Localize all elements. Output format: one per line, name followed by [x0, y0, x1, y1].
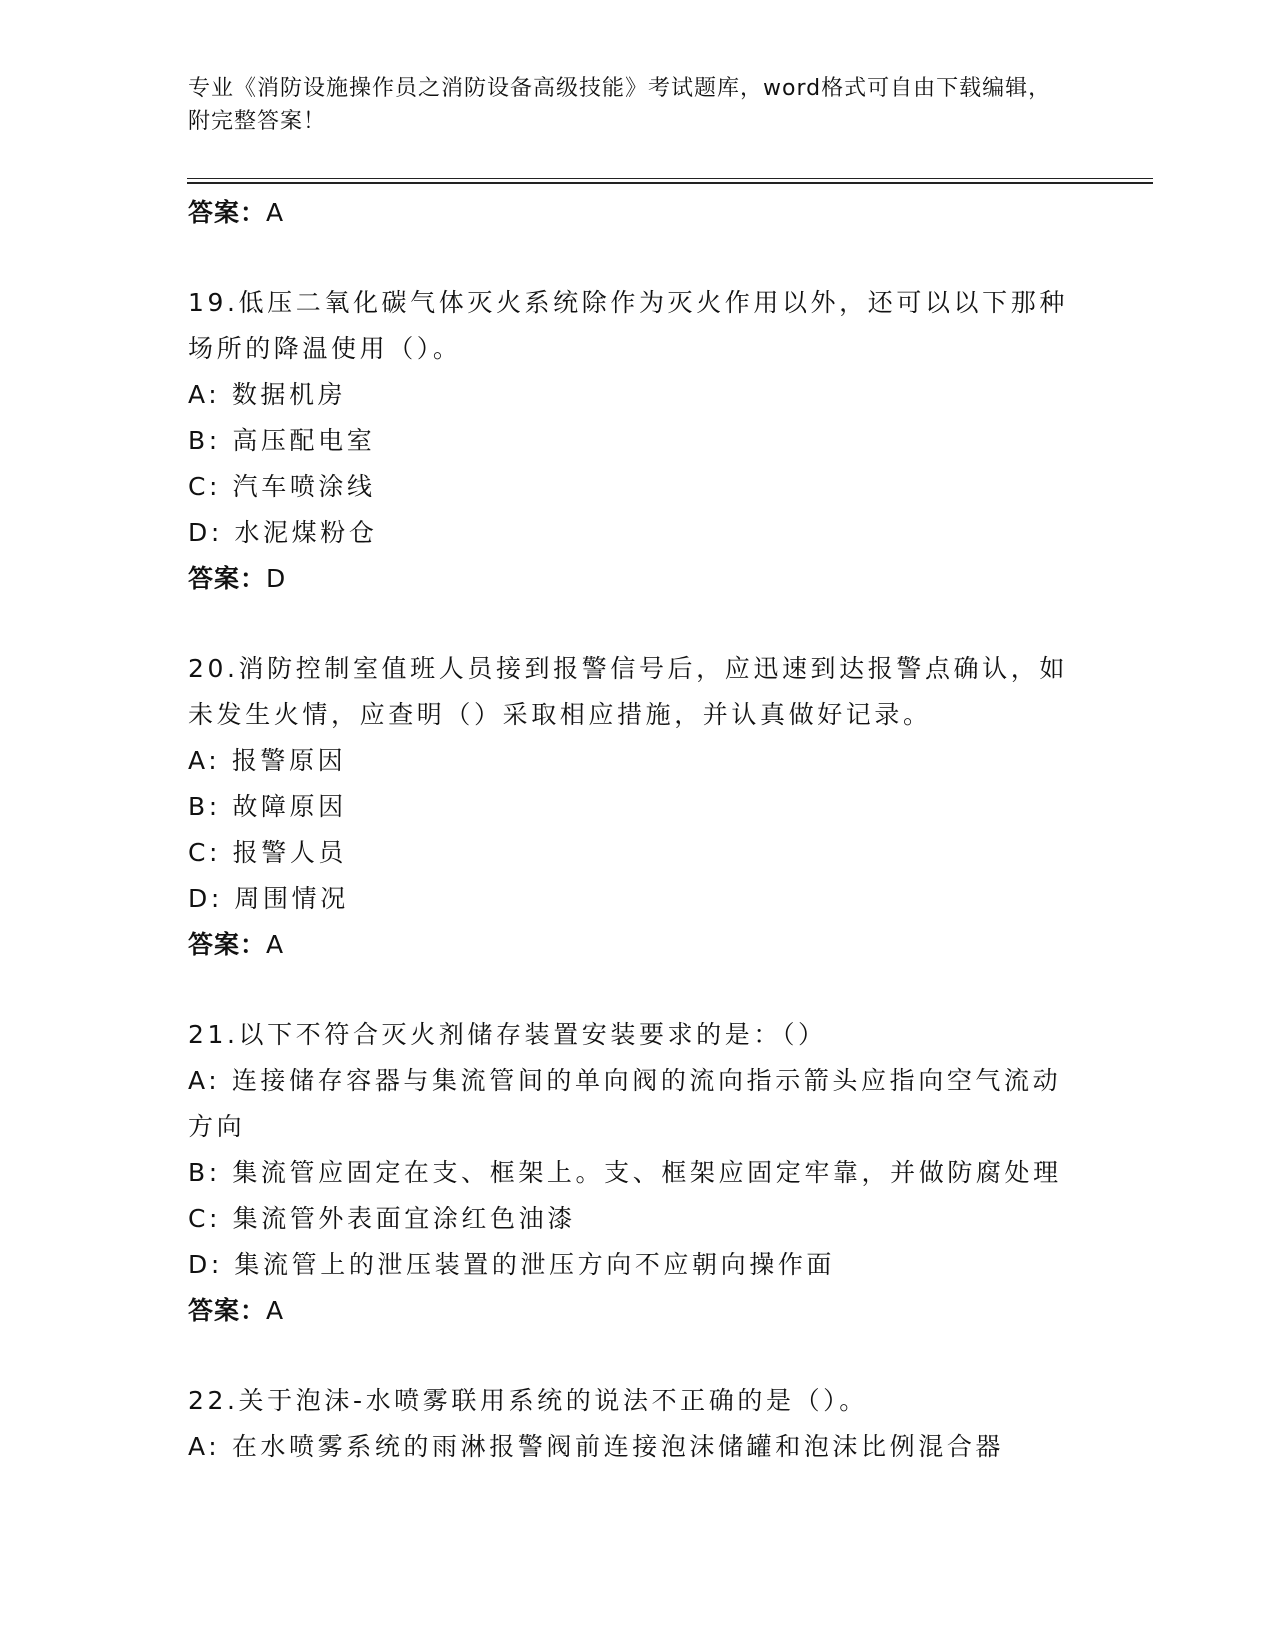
answer-value: D — [266, 564, 287, 593]
answer-label: 答案： — [188, 1296, 267, 1325]
question-stem: 22.关于泡沫-水喷雾联用系统的说法不正确的是（）。 — [188, 1386, 868, 1415]
question-stem: 21.以下不符合灭火剂储存装置安装要求的是：（） — [188, 1020, 827, 1049]
option-d: D: 周围情况 — [188, 884, 349, 913]
question-22 — [188, 1378, 1088, 1470]
question-20 — [188, 646, 1088, 968]
answer-label: 答案： — [188, 564, 267, 593]
option-c: C: 报警人员 — [188, 838, 348, 867]
question-content — [188, 190, 1088, 1470]
option-a: A: 连接储存容器与集流管间的单向阀的流向指示箭头应指向空气流动方向 — [188, 1066, 1062, 1141]
option-b: B: 集流管应固定在支、框架上。支、框架应固定牢靠，并做防腐处理 — [188, 1158, 1062, 1187]
document-header: 专业《消防设施操作员之消防设备高级技能》考试题库，word格式可自由下载编辑，附完整答案！ — [188, 76, 1052, 134]
question-21 — [188, 1012, 1088, 1334]
answer-label: 答案： — [188, 198, 267, 227]
option-d: D: 集流管上的泄压装置的泄压方向不应朝向操作面 — [188, 1250, 836, 1279]
answer-label: 答案： — [188, 930, 267, 959]
option-c: C: 汽车喷涂线 — [188, 472, 376, 501]
header-divider-thin — [187, 178, 1153, 179]
question-19 — [188, 280, 1088, 602]
option-d: D: 水泥煤粉仓 — [188, 518, 378, 547]
question-stem: 20.消防控制室值班人员接到报警信号后，应迅速到达报警点确认，如未发生火情，应查明（）采取相应措施，并认真做好记录。 — [188, 654, 1068, 729]
answer-value: A — [266, 1296, 285, 1325]
header-divider-thick — [187, 182, 1153, 184]
answer-line — [188, 922, 1088, 968]
option-b: B: 故障原因 — [188, 792, 347, 821]
option-a: A: 在水喷雾系统的雨淋报警阀前连接泡沫储罐和泡沫比例混合器 — [188, 1432, 1005, 1461]
answer-value: A — [266, 198, 285, 227]
option-c: C: 集流管外表面宜涂红色油漆 — [188, 1204, 576, 1233]
option-a: A: 报警原因 — [188, 746, 347, 775]
answer-value: A — [266, 930, 285, 959]
answer-line — [188, 556, 1088, 602]
answer-line — [188, 190, 1088, 236]
option-a: A: 数据机房 — [188, 380, 347, 409]
answer-line — [188, 1288, 1088, 1334]
question-stem: 19.低压二氧化碳气体灭火系统除作为灭火作用以外，还可以以下那种场所的降温使用（）。 — [188, 288, 1068, 363]
option-b: B: 高压配电室 — [188, 426, 376, 455]
